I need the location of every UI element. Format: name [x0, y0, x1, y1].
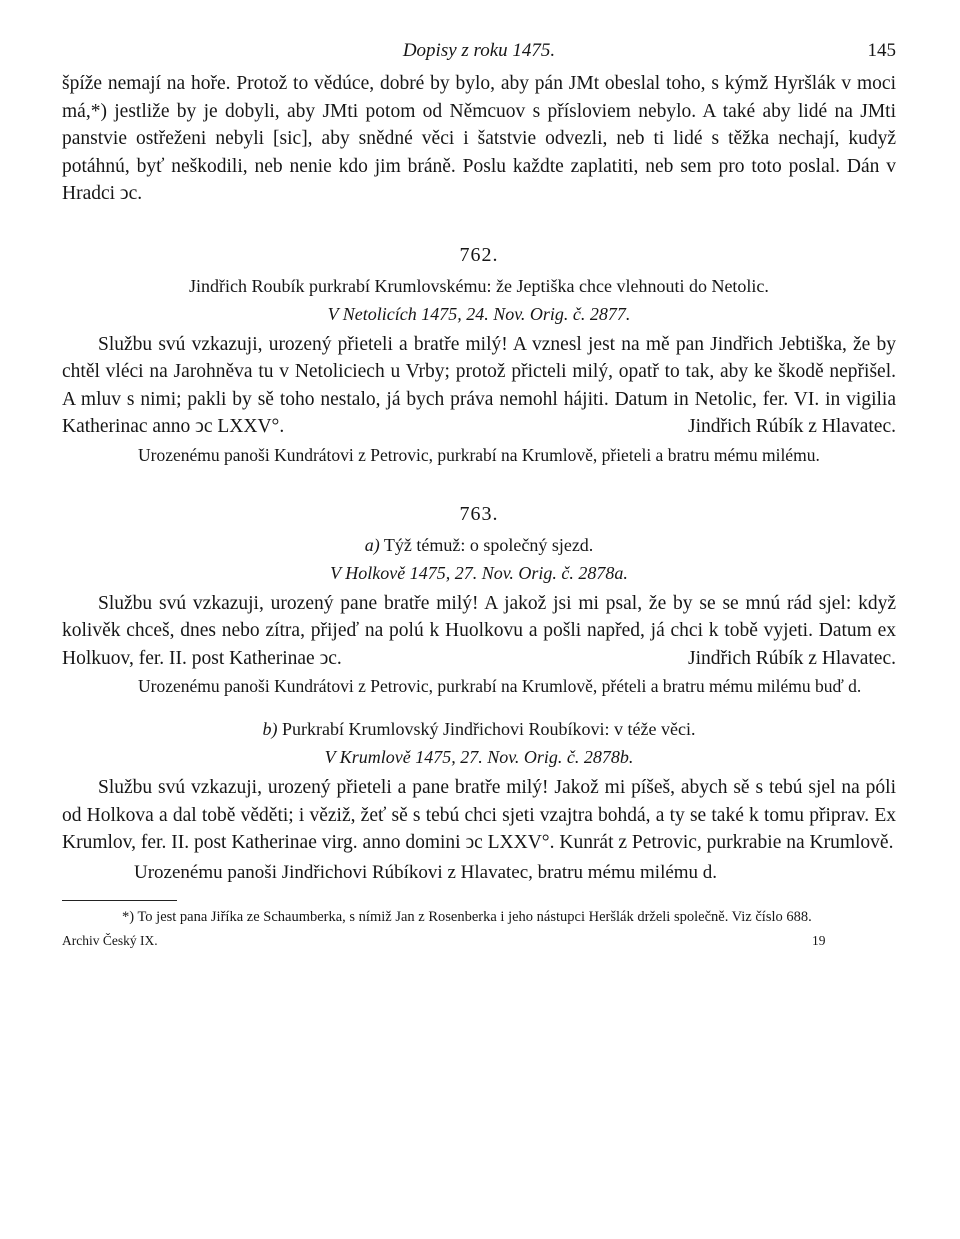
- letter-text-762: Službu svú vzkazuji, urozený přieteli a bratře milý! A vznesl jest na mě pan Jindřich Jebtiška, že by chtěl vléci na Jarohněva tu v Netoliciech u Vrby; protož přicteli milý, opatř to tak, aby ke škodě nepřišel. A mluv s nimi; pakli by sě toho nestalo, já bych práva nemohl hájiti. Datum in Netolic, fer. VI. in vigilia Katherinac anno ͻc LXXV°.: [62, 333, 896, 437]
- letter-text-763b: Službu svú vzkazuji, urozený přieteli a pane bratře milý! Jakož mi píšeš, abych sě s tebú sjel na póli od Holkova a dal tobě věděti; i věziž, žeť sě s tebú chci sjeti vzajtra bohdá, a ty se také k tomu připrav. Ex Krumlov, fer. II. post Katherinae virg. anno domini ͻc LXXV°.: [62, 777, 896, 853]
- label-763a: a): [364, 534, 380, 555]
- letter-text-763a: Službu svú vzkazuji, urozený pane bratře milý! A jakož jsi mi psal, že by se se mnú rád sjel: když kolivěk chceš, dnes nebo zítra, přijeď na polú k Huolkovu a pošli napřed, já chci k tobě vyjeti. Datum ex Holkuov, fer. II. post Katherinae ͻc.: [62, 592, 896, 669]
- document-number-763: 763.: [459, 502, 499, 525]
- document-number-762: 762.: [459, 243, 499, 266]
- summary-763b: [62, 716, 896, 743]
- running-title: Dopisy z roku 1475.: [402, 40, 556, 61]
- dating-763a: V Holkově 1475, 27. Nov. Orig. č. 2878a.: [330, 562, 628, 583]
- label-763b: b): [262, 719, 278, 739]
- page-number: 145: [867, 40, 896, 61]
- address-763a: Urozenému panoši Kundrátovi z Petrovic, purkrabí na Krumlově, přételi a bratru mému milému buď d.: [138, 676, 862, 696]
- letter-body-762: [62, 331, 896, 441]
- signature-mark-left: Archiv Český IX.: [62, 932, 158, 948]
- summary-763a: [62, 532, 896, 559]
- continuation-paragraph: špíže nemají na hoře. Protož to vědúce, dobré by bylo, aby pán JMt obeslal toho, s kýmž Hyršlák v moci má,*) jestliže by je dobyli, aby JMti potom od Němcuov s přísloviem nebylo. A také aby lidé na JMti panstvie ostřeženi nebyli [sic], aby snědné věci i šatstvie odvezli, neb ti lidé s těžka nechají, kudyž potáhnú, byť neškodili, neb nenie kdo jim bráně. Poslu každte zaplatiti, neb sem pro toto poslal. Dán v Hradci ͻc.: [62, 73, 896, 204]
- signature-763a: Jindřich Rúbík z Hlavatec.: [688, 647, 896, 669]
- summary-762: Jindřich Roubík purkrabí Krumlovskému: že Jeptiška chce vlehnouti do Netolic.: [189, 275, 769, 296]
- signature-763b: Kunrát z Petrovic, purkrabie na Krumlově.: [559, 832, 894, 853]
- dating-763b: V Krumlově 1475, 27. Nov. Orig. č. 2878b.: [324, 747, 634, 767]
- address-762: Urozenému panoši Kundrátovi z Petrovic, purkrabí na Krumlově, přieteli a bratru mému milému.: [138, 444, 820, 465]
- footnote-rule: [62, 900, 177, 901]
- signature-mark-right: 19: [812, 932, 826, 948]
- summary-763b-text: Purkrabí Krumlovský Jindřichovi Roubíkovi: v téže věci.: [282, 719, 696, 739]
- summary-763a-text: Týž témuž: o společný sjezd.: [383, 534, 594, 555]
- signature-762: Jindřich Rúbík z Hlavatec.: [688, 416, 896, 437]
- dating-762: V Netolicích 1475, 24. Nov. Orig. č. 2877.: [327, 303, 631, 324]
- footnote: *) To jest pana Jiříka ze Schaumberka, s nímiž Jan z Rosenberka i jeho nástupci Heršlák drželi společně. Viz číslo 688.: [122, 908, 812, 925]
- document-page: [62, 40, 896, 957]
- address-763b: Urozenému panoši Jindřichovi Rúbíkovi z Hlavatec, bratru mému milému d.: [134, 861, 718, 883]
- letter-body-763b: [62, 774, 896, 857]
- running-header: [62, 40, 896, 70]
- letter-body-763a: [62, 590, 896, 673]
- page-footer: [62, 933, 896, 957]
